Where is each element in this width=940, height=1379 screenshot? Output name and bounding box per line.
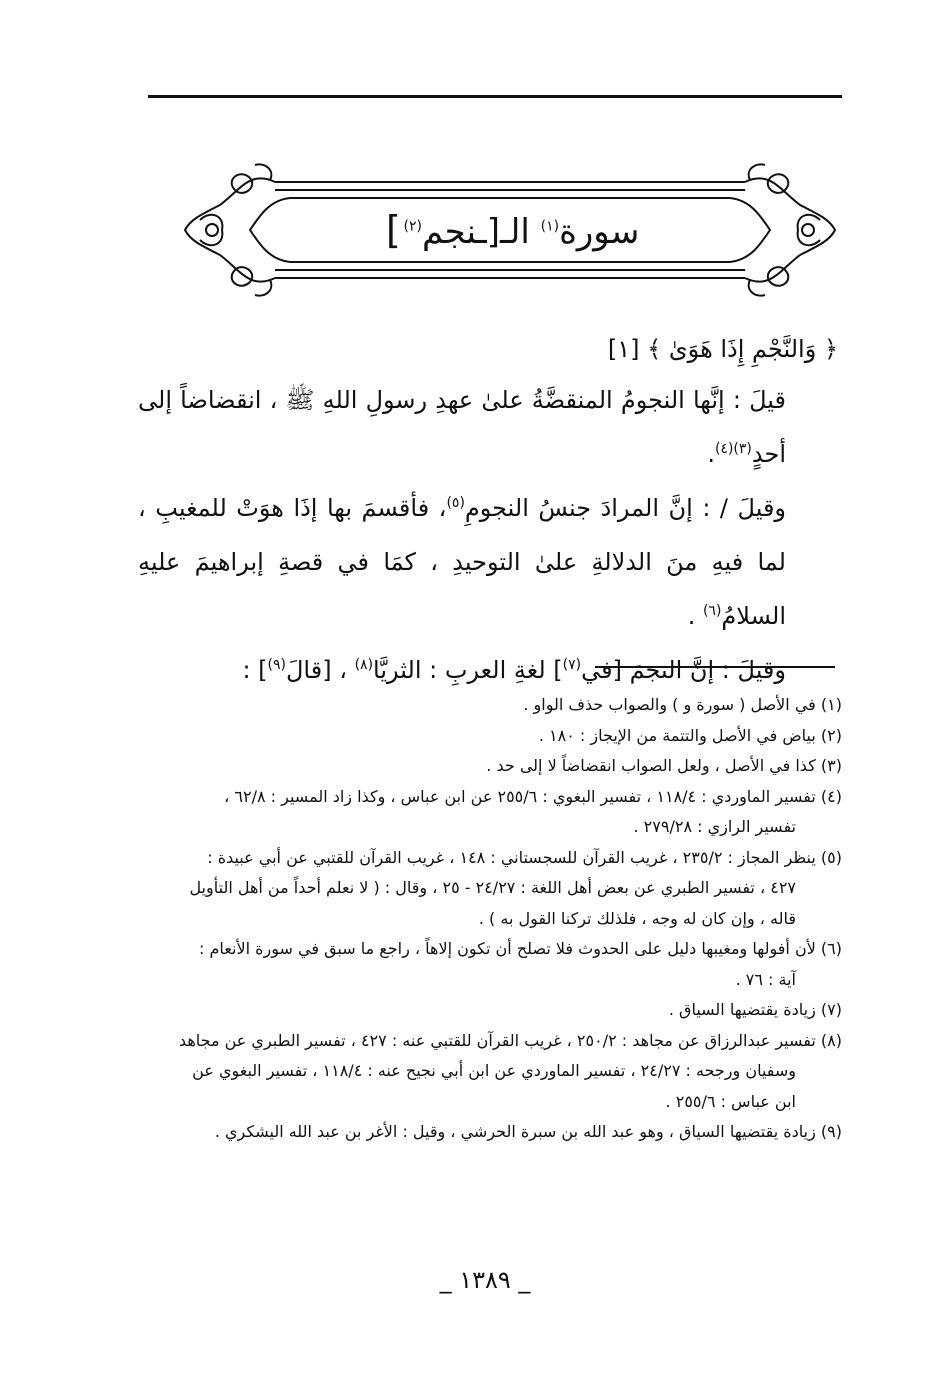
- surah-title-frame: [180, 160, 840, 300]
- footnote: [130, 934, 842, 995]
- paragraph-2-text-b: ، فأقسمَ بها إذَا هوَتْ للمغيبِ ، لما فيهِ منَ الدلالةِ علىٰ التوحيدِ ، كمَا في قصةِ إبراهيمَ عليهِ السلامُ: [138, 494, 786, 630]
- paragraph-3-text-b: ] لغةِ العربِ : الثريَّا: [373, 656, 563, 684]
- footnote-number: (٣): [820, 756, 842, 775]
- footnote: [130, 995, 842, 1026]
- footnote-line: آية : ٧٦ .: [735, 969, 796, 989]
- footnote-line: تفسير عبدالرزاق عن مجاهد : ٢٥٠/٢ ، غريب القرآن للقتبي عنه : ٤٢٧ ، تفسير الطبري عن مجاهد: [178, 1030, 816, 1050]
- title-word-surah: سورة: [559, 212, 640, 252]
- page-number: _ ١٣٨٩ _: [439, 1266, 531, 1294]
- footnote-number: (٥): [820, 847, 842, 867]
- title-bracket: ]: [380, 208, 404, 252]
- footnote-number: (٦): [820, 939, 842, 958]
- paragraph-3-text-c: ، [قالَ: [285, 656, 355, 684]
- footnote-number: (٤): [820, 786, 842, 806]
- verse-open-bracket: ﴿: [823, 335, 838, 363]
- footnote: [130, 843, 842, 935]
- paragraph-1-end: .: [707, 440, 715, 468]
- footnote-ref: (٧): [562, 657, 582, 673]
- footnote-line: وسفيان ورجحه : ٢٤/٢٧ ، تفسير الماوردي عن ابن أبي نجيح عنه : ١١٨/٤ ، تفسير البغوي عن: [192, 1061, 796, 1080]
- footnote: [130, 1117, 842, 1148]
- footnote-line: ابن عباس : ٢٥٥/٦ .: [665, 1091, 796, 1111]
- footnote-line: تفسير الماوردي : ١١٨/٤ ، تفسير البغوي : ٢٥٥/٦ عن ابن عباس ، وكذا زاد المسير : ٦٢/٨ ،: [224, 786, 816, 806]
- paragraph-3-text-d: ] :: [242, 656, 268, 684]
- footnote-line: لأن أفولها ومغيبها دليل على الحدوث فلا تصلح أن تكون إلاهاً ، راجع ما سبق في سورة الأنعام :: [199, 939, 816, 958]
- footnote-ref: (٣)(٤): [714, 441, 752, 457]
- footnote-line: في الأصل ( سورة و ) والصواب حذف الواو .: [523, 695, 816, 714]
- verse-text: وَالنَّجْمِ إِذَا هَوَىٰ: [668, 335, 817, 363]
- footnote-number: (٩): [820, 1122, 842, 1141]
- footnote-line: قاله ، وإن كان له وجه ، فلذلك تركنا القول به ) .: [478, 908, 796, 928]
- footnotes: [130, 690, 842, 1148]
- footnote-line: كذا في الأصل ، ولعل الصواب انقضاضاً لا إلى حد .: [486, 756, 816, 775]
- surah-title: [380, 200, 640, 260]
- paragraph-3-text-a: وقيلَ : إنَّ النجمَ [في: [581, 656, 786, 684]
- paragraph-2-text-a: وقيلَ / : إنَّ المرادَ جنسُ النجومِ: [464, 494, 786, 522]
- footnote-number: (٢): [820, 725, 842, 745]
- footnote-line: زيادة يقتضيها السياق ، وهو عبد الله بن سبرة الحرشي ، وقيل : الأغر بن عبد الله اليشكري .: [214, 1122, 816, 1141]
- footnotes-rule: [595, 666, 835, 668]
- footnote: [130, 782, 842, 843]
- footnote: [130, 751, 842, 782]
- footnote-ref: (١): [540, 218, 560, 235]
- paragraph-1-text: قيلَ : إنَّها النجومُ المنقضَّةُ علىٰ عهدِ رسولِ اللهِ ﷺ ، انقضاضاً إلى أحدٍ: [138, 386, 786, 468]
- footnote-number: (٨): [820, 1030, 842, 1050]
- paragraph-3: [138, 643, 838, 697]
- footnote-line: بياض في الأصل والتتمة من الإيجاز : ١٨٠ .: [538, 725, 816, 745]
- footnote-line: ينظر المجاز : ٢٣٥/٢ ، غريب القرآن للسجستاني : ١٤٨ ، غريب القرآن للقتبي عن أبي عبيدة :: [207, 847, 816, 867]
- footnote: [130, 690, 842, 721]
- paragraph-2-end: .: [687, 602, 703, 630]
- footnote-ref: (٨): [354, 657, 374, 673]
- footnote-ref: (٩): [267, 657, 286, 673]
- paragraph-2: [138, 481, 838, 643]
- footnote-line: زيادة يقتضيها السياق .: [668, 1000, 816, 1019]
- footnote-line: تفسير الرازي : ٢٧٩/٢٨ .: [633, 817, 796, 836]
- header-rule: [148, 95, 842, 98]
- main-text: [138, 325, 838, 697]
- footnote-number: (١): [820, 695, 842, 714]
- verse-close-bracket: ﴾: [647, 335, 662, 363]
- footnote: [130, 1026, 842, 1118]
- paragraph-1: [138, 373, 838, 481]
- title-word-najm: الـ[ـنجم: [421, 212, 530, 252]
- footnote-number: (٧): [820, 1000, 842, 1019]
- footnote-ref: (٢): [403, 218, 422, 235]
- footnote-ref: (٥): [446, 495, 465, 511]
- footnote-line: ٤٢٧ ، تفسير الطبري عن بعض أهل اللغة : ٢٤/٢٧ - ٢٥ ، وقال : ( لا نعلم أحداً من أهل التأويل: [189, 878, 796, 897]
- quran-verse: [138, 325, 838, 373]
- footnote: [130, 721, 842, 752]
- footnote-ref: (٦): [702, 603, 722, 619]
- verse-number: [١]: [607, 335, 640, 363]
